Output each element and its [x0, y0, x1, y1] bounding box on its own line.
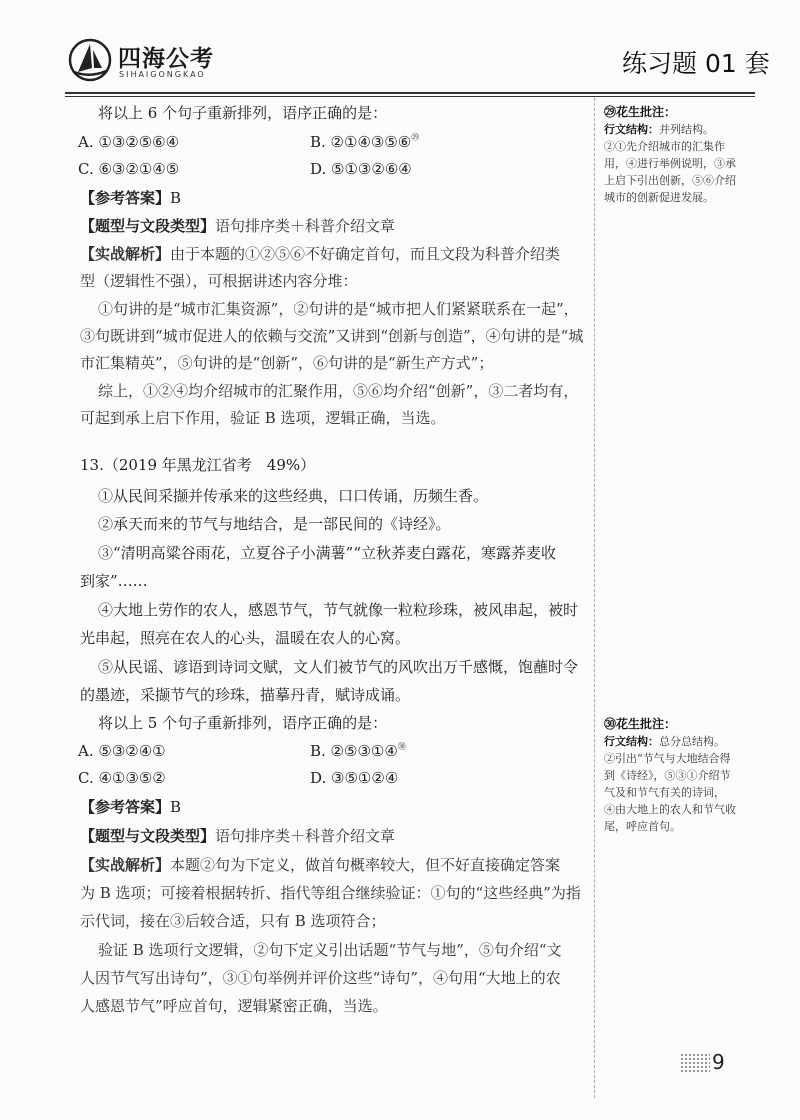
note-line: 尾，呼应首句。: [604, 820, 681, 833]
note-title: ㉙花生批注：: [604, 105, 677, 119]
q13-sentence: ①从民间采撷并传承来的这些经典，口口传诵，历频生香。: [98, 487, 489, 505]
set-title: 练习题 01 套: [622, 49, 770, 78]
q12-answer: 【参考答案】B: [80, 189, 182, 207]
q13-sentence: ④大地上劳作的农人，感恩节气，节气就像一粒粒珍珠，被风串起，被时: [98, 601, 579, 619]
q12-analysis-line: 可起到承上启下作用，验证 B 选项，逻辑正确，当选。: [80, 409, 446, 427]
q12-analysis-line: ①句讲的是“城市汇集资源”，②句讲的是“城市把人们紧紧联系在一起”，: [98, 300, 579, 318]
header-rule: [65, 92, 755, 94]
q13-option-d: D. ③⑤①②④: [310, 769, 399, 787]
note-key: 行文结构：: [604, 123, 659, 136]
q13-sentence: 的墨迹，采撷节气的珍珠，描摹丹青，赋诗成诵。: [80, 686, 411, 704]
note-title: ㉚花生批注：: [604, 717, 677, 731]
note-ref-29: ㉙: [411, 133, 420, 142]
q12-analysis-line: 型（逻辑性不强），可根据讲述内容分堆：: [80, 272, 358, 290]
q13-analysis-line: 人感恩节气”呼应首句，逻辑紧密正确，当选。: [80, 997, 388, 1015]
header-rule-thin: [65, 96, 755, 97]
q13-analysis-line: 为 B 选项；可接着根据转折、指代等组合继续验证：①句的“这些经典”为指: [80, 884, 581, 902]
q12-option-a: A. ①③②⑤⑥④: [78, 133, 180, 151]
sail-logo-icon: [68, 38, 112, 82]
q13-option-c: C. ④①③⑤②: [78, 769, 166, 787]
note-line: ②①先介绍城市的汇集作: [604, 140, 725, 153]
q13-prompt: 将以上 5 个句子重新排列，语序正确的是：: [98, 714, 388, 732]
brand-subtitle: SIHAIGONGKAO: [119, 70, 206, 79]
q12-prompt: 将以上 6 个句子重新排列，语序正确的是：: [98, 104, 388, 122]
q13-sentence: ②承天而来的节气与地结合，是一部民间的《诗经》。: [98, 515, 451, 533]
note-line: 上启下引出创新，⑤⑥介绍: [604, 174, 736, 187]
note-line: 用，④进行举例说明，③承: [604, 157, 736, 170]
q13-option-b: B. ②⑤③①④$^㉚$: [310, 742, 406, 760]
q12-option-b: B. ②①④③⑤⑥$^㉙$: [310, 133, 420, 151]
q12-analysis-line: 综上，①②④均介绍城市的汇聚作用，⑤⑥均介绍“创新”，③二者均有，: [98, 382, 579, 400]
q12-analysis-line: 市汇集精英”，⑤句讲的是“创新”，⑥句讲的是“新生产方式”；: [80, 354, 494, 372]
q12-analysis-line: 【实战解析】由于本题的①②⑤⑥不好确定首句，而且文段为科普介绍类: [80, 245, 561, 263]
q12-type: 【题型与文段类型】语句排序类＋科普介绍文章: [80, 217, 396, 235]
q13-sentence: 光串起，照亮在农人的心头，温暖在农人的心窝。: [80, 629, 411, 647]
note-line: 到《诗经》，⑤③①介绍节: [604, 769, 731, 782]
q12-option-c: C. ⑥③②①④⑤: [78, 160, 180, 178]
q13-sentence: ⑤从民谣、谚语到诗词文赋，文人们被节气的风吹出万千感慨，饱蘸时令: [98, 658, 579, 676]
q13-analysis-line: 人因节气写出诗句”，③①句举例并评价这些“诗句”，④句用“大地上的农: [80, 969, 561, 987]
note-key: 行文结构：: [604, 735, 659, 748]
q13-option-a: A. ⑤③②④①: [78, 742, 166, 760]
q13-title: 13.（2019 年黑龙江省考 49%）: [80, 456, 316, 474]
q13-type: 【题型与文段类型】语句排序类＋科普介绍文章: [80, 827, 396, 845]
note-key-value: 并列结构。: [659, 123, 714, 136]
margin-note-29: [604, 104, 754, 206]
note-line: 气及和节气有关的诗词，: [604, 786, 725, 799]
margin-note-30: [604, 716, 754, 835]
margin-divider: [594, 98, 595, 1098]
note-line: 城市的创新促进发展。: [604, 191, 714, 204]
page-number: 9: [712, 1050, 725, 1074]
q13-analysis-line: 示代词，接在③后较合适，只有 B 选项符合；: [80, 912, 386, 930]
note-line: ④由大地上的农人和节气收: [604, 803, 736, 816]
q13-sentence: ③“清明高粱谷雨花，立夏谷子小满薯”“立秋荞麦白露花，寒露荞麦收: [98, 544, 557, 562]
q13-analysis-line: 【实战解析】本题②句为下定义，做首句概率较大，但不好直接确定答案: [80, 856, 561, 874]
page-number-dots: [680, 1053, 710, 1073]
brand-name: 四海公考: [118, 46, 214, 72]
q12-option-d: D. ⑤①③②⑥④: [310, 160, 412, 178]
q13-analysis-line: 验证 B 选项行文逻辑，②句下定义引出话题“节气与地”，⑤句介绍“文: [98, 941, 562, 959]
note-ref-30: ㉚: [397, 742, 406, 751]
q13-answer: 【参考答案】B: [80, 798, 182, 816]
note-line: ②引出“节气与大地结合得: [604, 752, 731, 765]
note-key-value: 总分总结构。: [659, 735, 725, 748]
q13-sentence: 到家”……: [80, 572, 148, 590]
q12-analysis-line: ③句既讲到“城市促进人的依赖与交流”又讲到“创新与创造”，④句讲的是“城: [80, 327, 584, 345]
